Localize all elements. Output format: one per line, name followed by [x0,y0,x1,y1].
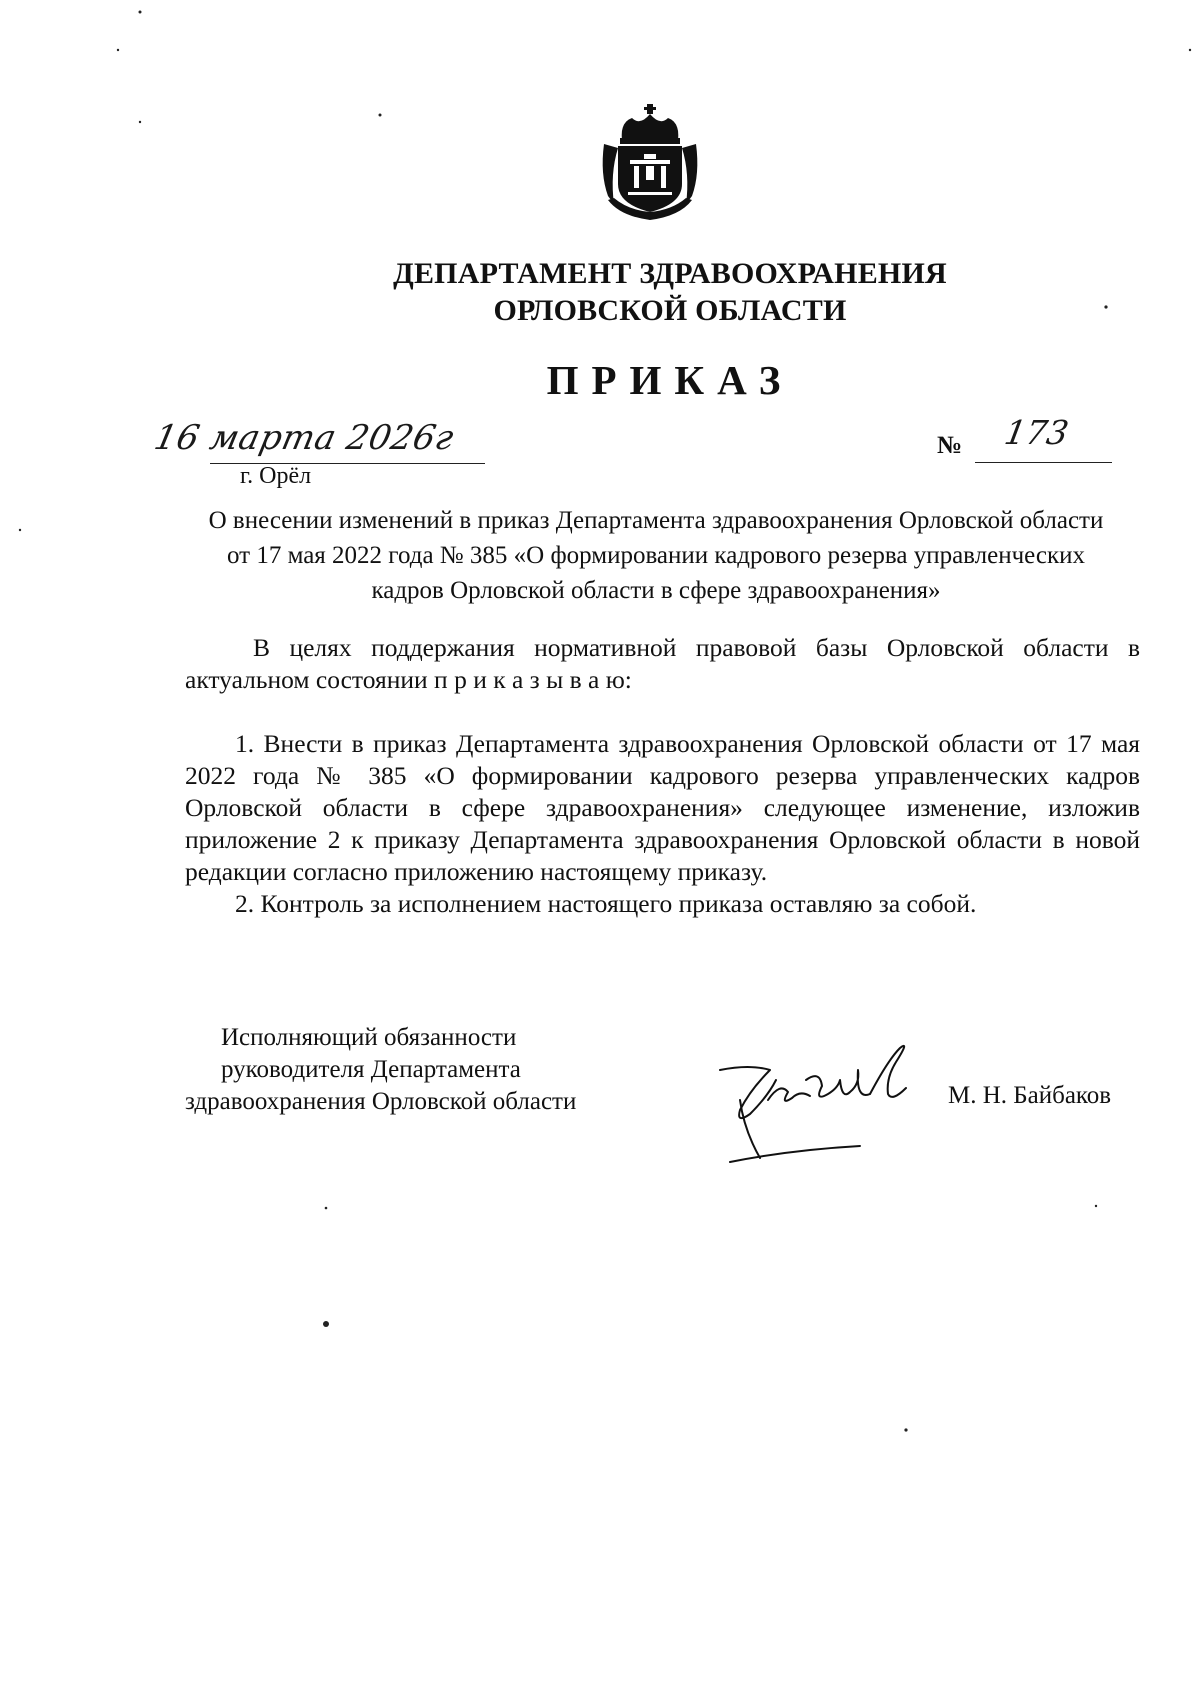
signatory-name: М. Н. Байбаков [948,1082,1112,1109]
intro-paragraph: В целях поддержания нормативной правовой базы Орловской области в актуальном состоянии п р и к а з ы в а ю: [185,633,1140,694]
order-item-2: 2. Контроль за исполнением настоящего приказа оставляю за собой. [235,889,977,918]
position-line-1: Исполняющий обязанности [221,1024,517,1051]
order-item-1: 1. Внести в приказ Департамента здравоохранения Орловской области от 17 мая 2022 года № 385 «О формировании кадрового резерва управленческих кадров Орловской области в сфере здравоохранения» следующее изменение, изложив приложение 2 к приказу Департамента здравоохранения Орловской области в новой редакции согласно приложению настоящему приказу. [185,729,1140,886]
order-subject: О внесении изменений в приказ Департамента здравоохранения Орловской области от 17 мая 2022 года № 385 «О формировании кадрового резерва управленческих кадров Орловской области в сфере здравоохранения» [208,507,1104,604]
number-sign: № [937,432,963,459]
document-type-title: ПРИКАЗ [546,357,794,403]
position-line-2: руководителя Департамента [221,1056,521,1083]
city-label: г. Орёл [240,463,312,489]
position-line-3: здравоохранения Орловской области [185,1088,577,1115]
department-name-line1: ДЕПАРТАМЕНТ ЗДРАВООХРАНЕНИЯ [393,257,947,290]
handwritten-date: 16 марта 2026г [150,418,458,458]
handwritten-number: 173 [1001,413,1072,452]
department-name-line2: ОРЛОВСКОЙ ОБЛАСТИ [493,294,847,327]
